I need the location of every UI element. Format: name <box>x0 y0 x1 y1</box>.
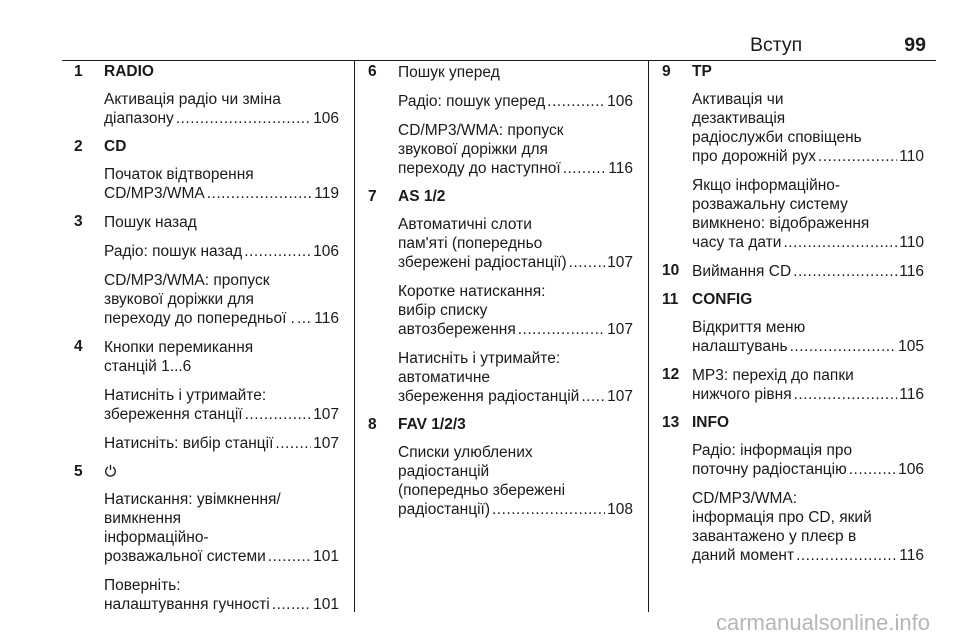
toc-entry <box>368 416 633 519</box>
dot-leader <box>818 147 897 166</box>
entry-detail <box>692 90 924 166</box>
entry-text: Радіо: пошук назад <box>104 243 243 260</box>
entry-number: 7 <box>368 188 377 205</box>
entry-heading <box>104 338 339 376</box>
toc-entry <box>662 366 924 404</box>
toc-entry <box>662 262 924 281</box>
entry-line: Початок відтворення <box>104 166 254 183</box>
dot-leader <box>492 500 605 519</box>
page-ref: 108 <box>607 501 633 518</box>
page-ref: 106 <box>607 93 633 110</box>
toc-row <box>104 184 339 203</box>
toc-row <box>398 500 633 519</box>
page-ref: 105 <box>898 338 924 355</box>
entry-line: автоматичне <box>398 369 491 386</box>
entry-detail <box>104 386 339 424</box>
watermark: carmanualsonline.info <box>715 610 930 635</box>
toc-row <box>104 309 339 328</box>
toc-row <box>104 547 339 566</box>
entry-line: (попередньо збережені <box>398 482 566 499</box>
toc-entry <box>74 138 339 203</box>
entry-line: розважальну систему <box>692 196 848 213</box>
entry-detail <box>692 318 924 356</box>
page-ref: 106 <box>898 461 924 478</box>
entry-text: збережені радіостанції) <box>398 254 567 271</box>
entry-text: часу та дати <box>692 234 782 251</box>
column-3 <box>662 63 924 565</box>
toc-row <box>104 109 339 128</box>
toc-row <box>104 595 339 614</box>
entry-line: пам'яті (попередньо <box>398 235 543 252</box>
entry-line: Якщо інформаційно- <box>692 177 841 194</box>
entry-line: Активація чи <box>692 91 784 108</box>
toc-row <box>692 546 924 565</box>
dot-leader <box>272 595 311 614</box>
entry-line: Натискання: увімкнення/ <box>104 491 281 508</box>
dot-leader <box>849 460 896 479</box>
entry-line: Поверніть: <box>104 577 181 594</box>
dot-leader <box>518 320 605 339</box>
page-ref: 107 <box>313 406 339 423</box>
entry-detail <box>104 576 339 614</box>
entry-text: радіостанції) <box>398 501 490 518</box>
entry-detail <box>398 349 633 406</box>
page-ref: 107 <box>313 435 339 452</box>
column-divider <box>354 60 355 612</box>
entry-detail <box>104 271 339 328</box>
page-ref: 101 <box>313 548 339 565</box>
entry-number: 12 <box>662 366 680 383</box>
entry-text: Натисніть: вибір станції <box>104 435 274 452</box>
entry-heading: RADIO <box>104 63 154 80</box>
toc-row <box>398 92 633 111</box>
entry-line: радіослужби сповіщень <box>692 129 862 146</box>
entry-line: Натисніть і утримайте: <box>398 350 561 367</box>
page-ref: 119 <box>314 185 339 202</box>
toc-entry <box>662 63 924 252</box>
toc-row <box>398 159 633 178</box>
toc-row <box>692 337 924 356</box>
entry-number: 3 <box>74 213 83 230</box>
entry-text: налаштування гучності <box>104 596 270 613</box>
page-ref: 107 <box>607 388 633 405</box>
entry-line: Натисніть і утримайте: <box>104 387 267 404</box>
entry-detail <box>692 489 924 565</box>
toc-row <box>104 405 339 424</box>
page-ref: 110 <box>899 234 924 251</box>
entry-line: CD/MP3/WMA: <box>692 490 798 507</box>
entry-heading <box>692 366 924 404</box>
entry-detail <box>398 282 633 339</box>
dot-leader <box>569 253 606 272</box>
entry-number: 4 <box>74 338 83 355</box>
section-title: Вступ <box>750 34 803 56</box>
dot-leader <box>268 547 311 566</box>
dot-leader <box>796 546 897 565</box>
toc-row <box>692 460 924 479</box>
entry-detail <box>398 121 633 178</box>
entry-text: CD/MP3/WMA <box>104 185 205 202</box>
entry-number: 2 <box>74 138 83 155</box>
toc-row <box>104 242 339 261</box>
dot-leader <box>547 92 605 111</box>
entry-line: Активація радіо чи зміна <box>104 91 281 108</box>
entry-detail <box>104 242 339 261</box>
page-ref: 116 <box>899 547 924 564</box>
entry-detail <box>398 92 633 111</box>
dot-leader <box>563 159 607 178</box>
entry-line: станцій 1...6 <box>104 358 192 375</box>
dot-leader <box>245 405 312 424</box>
entry-line: Автоматичні слоти <box>398 216 532 233</box>
dot-leader <box>176 109 311 128</box>
toc-entry <box>368 63 633 178</box>
toc-row <box>692 385 924 404</box>
entry-heading: Пошук уперед <box>398 64 500 81</box>
entry-detail <box>104 434 339 453</box>
column-2 <box>368 63 633 519</box>
entry-line: завантажено у плеєр в <box>692 528 857 545</box>
entry-line: Кнопки перемикання <box>104 339 254 356</box>
page-ref: 116 <box>899 263 924 280</box>
entry-line: радіостанцій <box>398 463 490 480</box>
entry-text: Радіо: пошук уперед <box>398 93 546 110</box>
entry-line: звукової доріжки для <box>104 291 254 308</box>
entry-detail <box>398 215 633 272</box>
page-ref: 116 <box>608 160 633 177</box>
page-ref: 107 <box>607 321 633 338</box>
toc-entry <box>662 291 924 356</box>
entry-detail <box>104 165 339 203</box>
toc-row <box>692 233 924 252</box>
page-number: 99 <box>904 34 926 56</box>
entry-heading: Пошук назад <box>104 214 197 231</box>
dot-leader <box>581 387 605 406</box>
entry-heading: TP <box>692 63 712 80</box>
entry-line: CD/MP3/WMA: пропуск <box>398 122 564 139</box>
toc-row <box>398 387 633 406</box>
entry-detail <box>104 90 339 128</box>
entry-line: інформаційно- <box>104 529 209 546</box>
entry-number: 8 <box>368 416 377 433</box>
page-ref: 110 <box>899 148 924 165</box>
entry-line: Відкриття меню <box>692 319 806 336</box>
entry-line: дезактивація <box>692 110 786 127</box>
entry-number: 9 <box>662 63 671 80</box>
dot-leader <box>783 233 897 252</box>
entry-text: автозбереження <box>398 321 516 338</box>
dot-leader <box>275 434 311 453</box>
entry-line: вимкнено: відображення <box>692 215 870 232</box>
toc-row <box>398 320 633 339</box>
page-ref: 116 <box>899 386 924 403</box>
entry-text: переходу до попередньої . <box>104 310 295 327</box>
toc-entry <box>74 338 339 453</box>
entry-text: даний момент <box>692 547 795 564</box>
entry-text: збереження радіостанцій <box>398 388 580 405</box>
toc-row <box>398 253 633 272</box>
entry-detail <box>104 490 339 566</box>
toc-entry <box>368 188 633 406</box>
entry-text: налаштувань <box>692 338 788 355</box>
entry-number: 5 <box>74 463 83 480</box>
toc-entry <box>74 463 339 614</box>
column-divider <box>648 60 649 612</box>
entry-text: Виймання CD <box>692 263 792 280</box>
dot-leader <box>790 337 897 356</box>
page-ref: 116 <box>314 310 339 327</box>
entry-text: збереження станції <box>104 406 243 423</box>
entry-line: інформація про CD, який <box>692 509 872 526</box>
toc-row <box>692 147 924 166</box>
entry-number: 11 <box>662 291 679 308</box>
entry-line: MP3: перехід до папки <box>692 367 854 384</box>
toc-entry <box>662 414 924 565</box>
entry-detail <box>398 443 633 519</box>
entry-number: 13 <box>662 414 680 431</box>
entry-line: Радіо: інформація про <box>692 442 853 459</box>
column-1 <box>74 63 339 614</box>
page-ref: 106 <box>313 110 339 127</box>
entry-line: Коротке натискання: <box>398 283 546 300</box>
entry-text: розважальної системи <box>104 548 266 565</box>
entry-heading <box>692 262 924 281</box>
dot-leader <box>207 184 313 203</box>
entry-text: про дорожній рух <box>692 148 816 165</box>
dot-leader <box>244 242 311 261</box>
entry-heading: CD <box>104 138 127 155</box>
entry-heading: FAV 1/2/3 <box>398 416 466 433</box>
page-ref: 106 <box>313 243 339 260</box>
entry-text: нижчого рівня <box>692 386 792 403</box>
entry-text: поточну радіостанцію <box>692 461 847 478</box>
entry-text: переходу до наступної <box>398 160 561 177</box>
entry-heading <box>104 463 339 481</box>
page-ref: 101 <box>313 596 339 613</box>
entry-line: Списки улюблених <box>398 444 533 461</box>
page-ref: 107 <box>607 254 633 271</box>
entry-detail <box>692 176 924 252</box>
toc-entry <box>74 63 339 128</box>
entry-heading: AS 1/2 <box>398 188 446 205</box>
entry-number: 10 <box>662 262 680 279</box>
entry-heading: INFO <box>692 414 730 431</box>
dot-leader <box>297 309 312 328</box>
dot-leader <box>794 385 898 404</box>
dot-leader <box>793 262 897 281</box>
entry-line: звукової доріжки для <box>398 141 548 158</box>
toc-row <box>104 434 339 453</box>
entry-detail <box>692 441 924 479</box>
entry-text: діапазону <box>104 110 174 127</box>
entry-line: вибір списку <box>398 302 488 319</box>
entry-number: 1 <box>74 63 83 80</box>
power-icon <box>104 464 117 477</box>
toc-entry <box>74 213 339 328</box>
toc-row <box>692 262 924 281</box>
entry-heading: CONFIG <box>692 291 753 308</box>
entry-line: CD/MP3/WMA: пропуск <box>104 272 270 289</box>
entry-number: 6 <box>368 63 377 80</box>
entry-line: вимкнення <box>104 510 182 527</box>
header-rule <box>62 60 936 61</box>
